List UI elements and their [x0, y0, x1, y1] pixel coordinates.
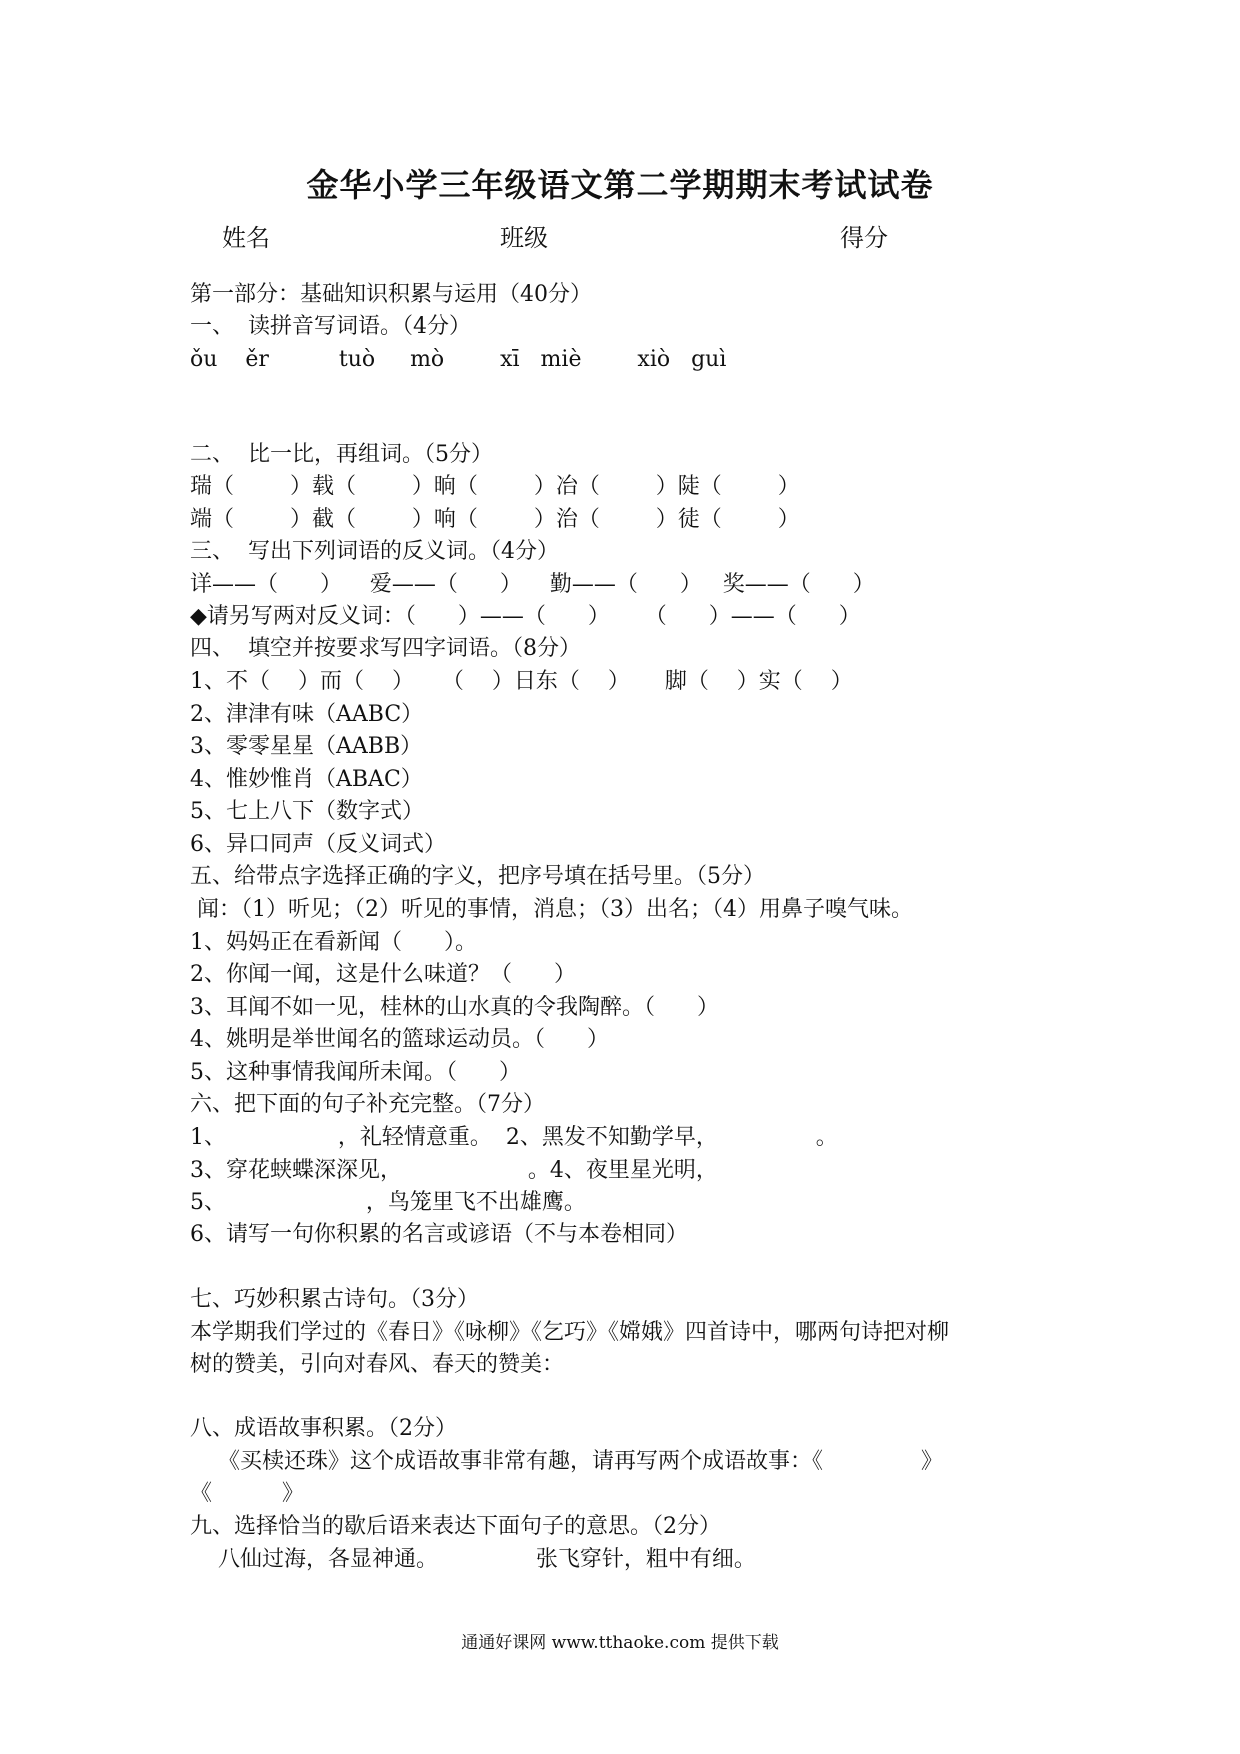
- q9-heading: 九、选择恰当的歇后语来表达下面句子的意思。（2分）: [190, 1514, 721, 1539]
- q1-heading: 一、 读拼音写词语。（4分）: [190, 314, 471, 339]
- q5-item: 4、姚明是举世闻名的篮球运动员。（ ）: [190, 1027, 609, 1052]
- q3-row: 详——（ ） 爱——（ ） 勤——（ ） 奖——（ ）: [190, 572, 875, 597]
- q4-item: 5、七上八下（数字式）: [190, 799, 424, 824]
- q6-item: 6、请写一句你积累的名言或谚语（不与本卷相同）: [190, 1222, 688, 1247]
- q6-heading: 六、把下面的句子补充完整。（7分）: [190, 1092, 545, 1117]
- q2-row: 端（ ）截（ ）响（ ）治（ ）徒（ ）: [190, 507, 800, 532]
- name-label: 姓名: [222, 224, 270, 252]
- q5-heading: 五、给带点字选择正确的字义，把序号填在括号里。（5分）: [190, 864, 765, 889]
- q7-text: 树的赞美，引向对春风、春天的赞美：: [190, 1352, 565, 1377]
- q8-text: 《 》: [190, 1481, 304, 1506]
- q7-heading: 七、巧妙积累古诗句。（3分）: [190, 1287, 479, 1312]
- class-label: 班级: [500, 224, 548, 252]
- q4-item: 1、不（ ）而（ ） （ ）日东（ ） 脚（ ）实（ ）: [190, 669, 853, 694]
- q6-item: 1、 ，礼轻情意重。 2、黑发不知勤学早， 。: [190, 1125, 838, 1150]
- q4-heading: 四、 填空并按要求写四字词语。（8分）: [190, 636, 581, 661]
- q4-item: 4、惟妙惟肖（ABAC）: [190, 767, 423, 792]
- q7-text: 本学期我们学过的《春日》《咏柳》《乞巧》《嫦娥》四首诗中，哪两句诗把对柳: [190, 1320, 950, 1345]
- q4-item: 2、津津有味（AABC）: [190, 702, 424, 727]
- exam-title: 金华小学三年级语文第二学期期末考试试卷: [306, 166, 934, 204]
- q2-row: 瑞（ ）载（ ）晌（ ）冶（ ）陡（ ）: [190, 474, 800, 499]
- score-label: 得分: [840, 224, 888, 252]
- q6-item: 3、穿花蛱蝶深深见， 。4、夜里星光明，: [190, 1158, 718, 1183]
- q5-item: 3、耳闻不如一见，桂林的山水真的令我陶醉。（ ）: [190, 995, 719, 1020]
- q4-item: 3、零零星星（AABB）: [190, 734, 423, 759]
- footer-watermark: 通通好课网 www.tthaoke.com 提供下载: [461, 1633, 779, 1653]
- q2-heading: 二、 比一比，再组词。（5分）: [190, 442, 493, 467]
- part1-heading: 第一部分：基础知识积累与运用（40分）: [190, 282, 592, 307]
- q5-item: 5、这种事情我闻所未闻。（ ）: [190, 1060, 521, 1085]
- q8-text: 《买椟还珠》这个成语故事非常有趣，请再写两个成语故事：《 》: [190, 1449, 943, 1474]
- q8-heading: 八、成语故事积累。（2分）: [190, 1416, 457, 1441]
- q4-item: 6、异口同声（反义词式）: [190, 832, 446, 857]
- q5-item: 1、妈妈正在看新闻（ ）。: [190, 930, 477, 955]
- q1-pinyin: ǒu ěr tuò mò xī miè xiò guì: [190, 347, 727, 372]
- q6-item: 5、 ，鸟笼里飞不出雄鹰。: [190, 1190, 586, 1215]
- q5-definition: 闻：（1）听见；（2）听见的事情，消息；（3）出名；（4）用鼻子嗅气味。: [190, 897, 913, 922]
- q5-item: 2、你闻一闻，这是什么味道？（ ）: [190, 962, 576, 987]
- q9-text: 八仙过海，各显神通。 张飞穿针，粗中有细。: [190, 1547, 756, 1572]
- q3-heading: 三、 写出下列词语的反义词。（4分）: [190, 539, 559, 564]
- q3-row: ◆请另写两对反义词：（ ）——（ ） （ ）——（ ）: [190, 604, 861, 629]
